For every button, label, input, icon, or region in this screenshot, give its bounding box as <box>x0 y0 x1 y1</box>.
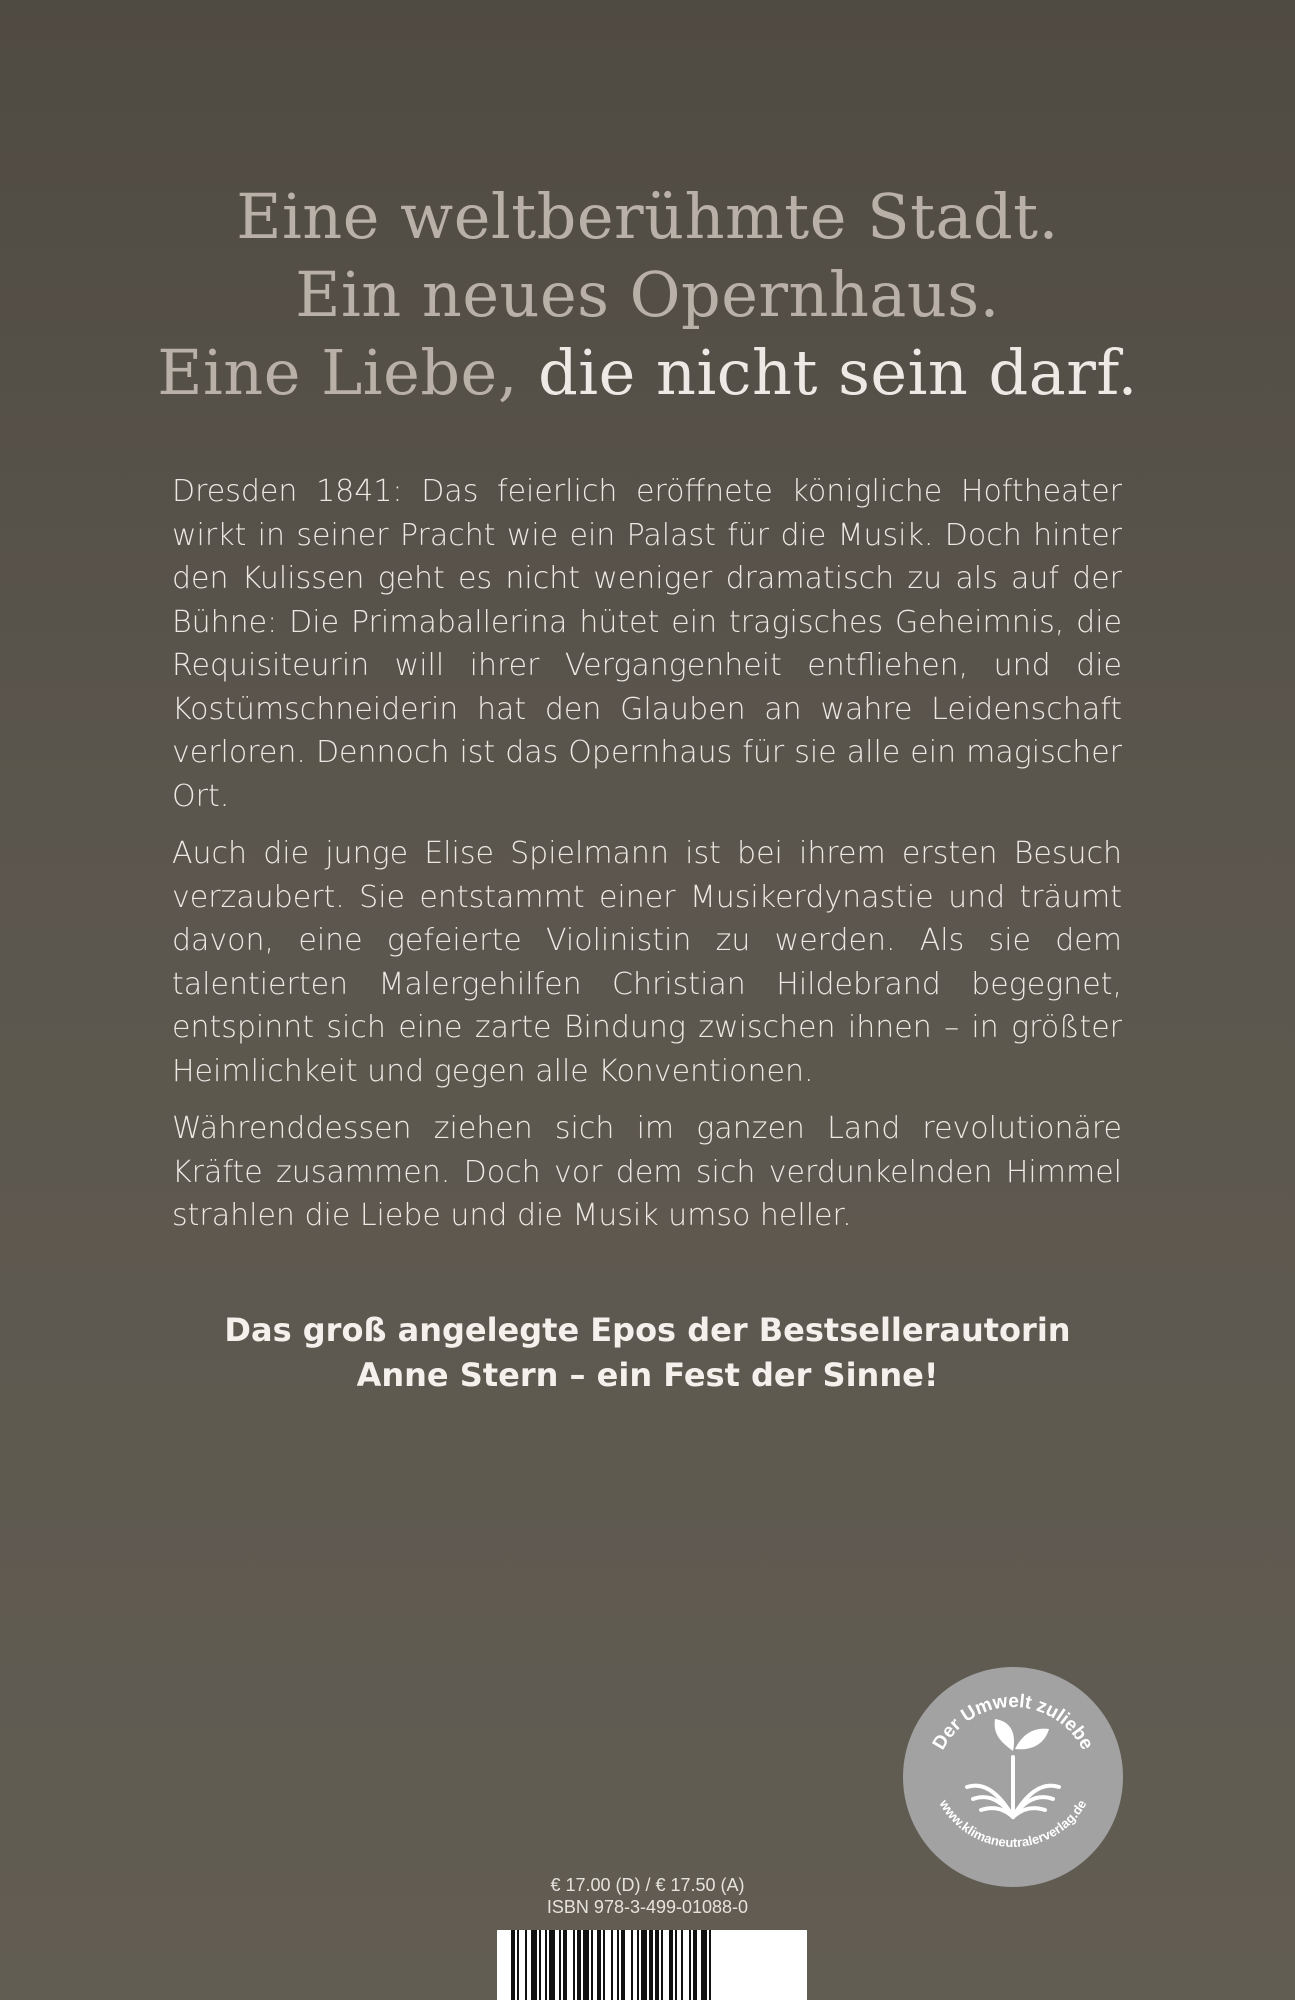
headline <box>0 178 1295 412</box>
barcode-bar <box>669 1930 673 2000</box>
barcode-bar <box>531 1930 537 2000</box>
blurb-paragraph-1: Dresden 1841: Das feierlich eröffnete königliche Hoftheater wirkt in seiner Pracht wie ein Palast für die Musik. Doch hinter den Kulissen geht es nicht weniger dramatisch zu als auf der Bühne: Die Primaballerina hütet ein tragisches Geheimnis, die Requisiteurin will ihrer Vergangenheit entfliehen, und die Kostümschneiderin hat den Glauben an wahre Leidenschaft verloren. Dennoch ist das Opernhaus für sie alle ein magischer Ort. <box>172 474 1122 814</box>
barcode-bar <box>591 1930 593 2000</box>
barcode-bar <box>559 1930 561 2000</box>
barcode-bar <box>563 1930 567 2000</box>
headline-line-1: Eine weltberühmte Stadt. <box>236 180 1059 253</box>
barcode-bar <box>709 1930 711 2000</box>
barcode-bar <box>597 1930 601 2000</box>
barcode-bar <box>617 1930 619 2000</box>
blurb-paragraph-3: Währenddessen ziehen sich im ganzen Land revolutionäre Kräfte zusammen. Doch vor dem sich verdunkelnden Himmel strahlen die Liebe und die Musik umso heller. <box>172 1111 1122 1233</box>
barcode-bar <box>517 1930 519 2000</box>
book-leaf-icon <box>967 1719 1059 1817</box>
barcode-bar <box>621 1930 625 2000</box>
barcode-bar <box>641 1930 647 2000</box>
barcode-bar <box>675 1930 677 2000</box>
barcode-bar <box>611 1930 613 2000</box>
barcode-bar <box>631 1930 633 2000</box>
blurb <box>172 470 1122 1252</box>
blurb-paragraph-2: Auch die junge Elise Spielmann ist bei ihrem ersten Besuch verzaubert. Sie entstammt einer Musikerdynastie und träumt davon, eine gefeierte Violinistin zu werden. Als sie dem talentierten Malergehilfen Christian Hildebrand begegnet, entspinnt sich eine zarte Bindung zwischen ihnen – in größter Heimlichkeit und gegen alle Konventionen. <box>172 836 1122 1089</box>
barcode-bar <box>545 1930 547 2000</box>
barcode-bar <box>701 1930 707 2000</box>
seal-bottom-text: www.klimaneutralerverlag.de <box>936 1796 1090 1851</box>
barcode-bar <box>681 1930 683 2000</box>
seal-graphic <box>903 1667 1123 1887</box>
barcode-bar <box>649 1930 653 2000</box>
barcode-bar <box>637 1930 639 2000</box>
barcode-bar <box>603 1930 605 2000</box>
headline-line-3-dim: Eine Liebe, <box>157 336 518 409</box>
seal-top-text: Der Umwelt zuliebe <box>928 1690 1098 1754</box>
tagline <box>0 1308 1295 1398</box>
barcode-bar <box>693 1930 697 2000</box>
barcode-bar <box>689 1930 691 2000</box>
barcode-bar <box>655 1930 659 2000</box>
isbn-line: ISBN 978-3-499-01088-0 <box>546 1897 749 1917</box>
headline-line-3-bright: die nicht sein darf. <box>517 336 1138 409</box>
barcode-bar <box>573 1930 575 2000</box>
barcode-bar <box>661 1930 663 2000</box>
barcode-bar <box>577 1930 581 2000</box>
headline-line-3 <box>0 334 1295 412</box>
tagline-line-2: Anne Stern – ein Fest der Sinne! <box>356 1356 939 1394</box>
tagline-line-1: Das groß angelegte Epos der Bestsellerautorin <box>224 1311 1071 1349</box>
price-line: € 17.00 (D) / € 17.50 (A) <box>550 1875 745 1895</box>
barcode-bar <box>549 1930 555 2000</box>
climate-neutral-seal <box>903 1667 1123 1887</box>
barcode-graphic <box>497 1930 807 2000</box>
headline-line-2: Ein neues Opernhaus. <box>295 258 1000 331</box>
price-block <box>0 1874 1295 1918</box>
barcode-bar <box>511 1930 515 2000</box>
barcode <box>497 1930 807 2000</box>
barcode-bar <box>539 1930 541 2000</box>
barcode-bar <box>525 1930 527 2000</box>
barcode-bar <box>583 1930 589 2000</box>
